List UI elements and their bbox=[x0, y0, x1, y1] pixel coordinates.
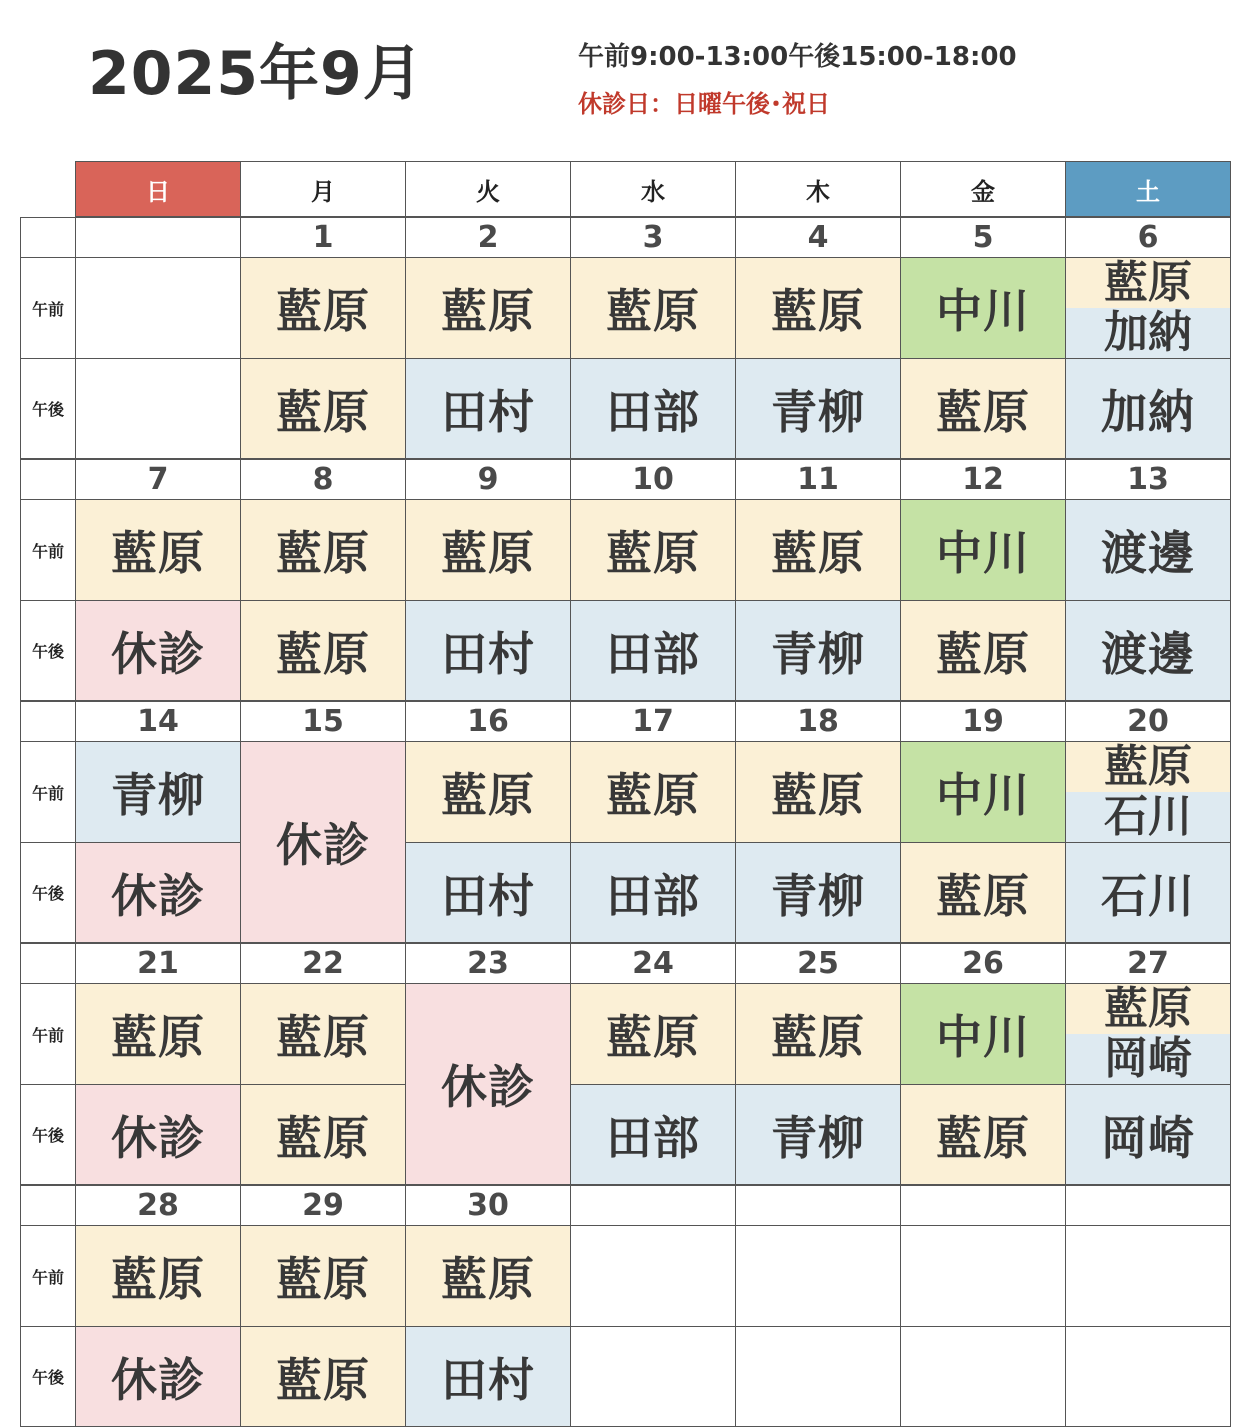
day-number: 8 bbox=[240, 459, 406, 500]
empty-cell bbox=[900, 1225, 1066, 1327]
doctor-name: 藍原 bbox=[735, 257, 901, 359]
doctor-name: 藍原 bbox=[240, 499, 406, 601]
empty-cell bbox=[1065, 1326, 1231, 1427]
doctor-name: 加納 bbox=[1066, 308, 1230, 358]
closed-days-notice: 休診日：日曜午後･祝日 bbox=[578, 90, 830, 118]
weekday-sun: 日 bbox=[75, 161, 241, 217]
closed-cell: 休診 bbox=[405, 983, 571, 1185]
period-label-am: 午前 bbox=[20, 499, 76, 601]
doctor-name: 中川 bbox=[900, 741, 1066, 843]
doctor-name: 藍原 bbox=[570, 257, 736, 359]
doctor-name: 藍原 bbox=[1066, 984, 1230, 1034]
period-label-pm: 午後 bbox=[20, 1326, 76, 1427]
day-number: 17 bbox=[570, 701, 736, 742]
doctor-name: 藍原 bbox=[735, 983, 901, 1085]
doctor-name: 青柳 bbox=[735, 600, 901, 701]
doctor-name: 藍原 bbox=[900, 842, 1066, 943]
doctor-name: 田村 bbox=[405, 358, 571, 459]
day-number: 11 bbox=[735, 459, 901, 500]
empty-cell bbox=[75, 257, 241, 359]
schedule-cell-split bbox=[1065, 983, 1231, 1085]
day-number: 13 bbox=[1065, 459, 1231, 500]
week-label-blank bbox=[20, 217, 76, 258]
period-label-pm: 午後 bbox=[20, 842, 76, 943]
doctor-name: 藍原 bbox=[1066, 258, 1230, 308]
day-number bbox=[570, 1185, 736, 1226]
day-number: 27 bbox=[1065, 943, 1231, 984]
doctor-name: 藍原 bbox=[240, 257, 406, 359]
empty-cell bbox=[1065, 1225, 1231, 1327]
day-number: 21 bbox=[75, 943, 241, 984]
period-label-pm: 午後 bbox=[20, 358, 76, 459]
day-number: 22 bbox=[240, 943, 406, 984]
doctor-name: 田村 bbox=[405, 600, 571, 701]
period-label-am: 午前 bbox=[20, 1225, 76, 1327]
doctor-name: 渡邊 bbox=[1065, 600, 1231, 701]
day-number bbox=[735, 1185, 901, 1226]
doctor-name: 藍原 bbox=[570, 499, 736, 601]
closed-cell: 休診 bbox=[75, 1326, 241, 1427]
doctor-name: 田部 bbox=[570, 1084, 736, 1185]
period-label-am: 午前 bbox=[20, 983, 76, 1085]
doctor-name: 藍原 bbox=[240, 358, 406, 459]
schedule-cell-split bbox=[1065, 257, 1231, 359]
doctor-name: 藍原 bbox=[240, 983, 406, 1085]
day-number: 5 bbox=[900, 217, 1066, 258]
doctor-name: 藍原 bbox=[570, 983, 736, 1085]
day-number: 28 bbox=[75, 1185, 241, 1226]
day-number: 14 bbox=[75, 701, 241, 742]
doctor-name: 藍原 bbox=[75, 983, 241, 1085]
doctor-name: 藍原 bbox=[735, 499, 901, 601]
doctor-name: 青柳 bbox=[735, 842, 901, 943]
weekday-sat: 土 bbox=[1065, 161, 1231, 217]
doctor-name: 中川 bbox=[900, 499, 1066, 601]
doctor-name: 田部 bbox=[570, 842, 736, 943]
doctor-name: 藍原 bbox=[900, 600, 1066, 701]
doctor-name: 藍原 bbox=[240, 1084, 406, 1185]
doctor-name: 岡崎 bbox=[1066, 1034, 1230, 1084]
empty-cell bbox=[900, 1326, 1066, 1427]
weekday-wed: 水 bbox=[570, 161, 736, 217]
day-number: 29 bbox=[240, 1185, 406, 1226]
day-number: 18 bbox=[735, 701, 901, 742]
day-number bbox=[900, 1185, 1066, 1226]
day-number: 3 bbox=[570, 217, 736, 258]
week-label-blank bbox=[20, 1185, 76, 1226]
doctor-name: 青柳 bbox=[735, 1084, 901, 1185]
day-number: 19 bbox=[900, 701, 1066, 742]
doctor-name: 田村 bbox=[405, 1326, 571, 1427]
weekday-thu: 木 bbox=[735, 161, 901, 217]
empty-cell bbox=[75, 358, 241, 459]
closed-cell: 休診 bbox=[75, 1084, 241, 1185]
day-number bbox=[75, 217, 241, 258]
empty-cell bbox=[570, 1225, 736, 1327]
doctor-name: 藍原 bbox=[405, 499, 571, 601]
doctor-name: 青柳 bbox=[75, 741, 241, 843]
doctor-name: 藍原 bbox=[735, 741, 901, 843]
period-label-pm: 午後 bbox=[20, 1084, 76, 1185]
day-number: 30 bbox=[405, 1185, 571, 1226]
closed-cell: 休診 bbox=[75, 842, 241, 943]
day-number: 10 bbox=[570, 459, 736, 500]
doctor-name: 藍原 bbox=[75, 1225, 241, 1327]
week-label-blank bbox=[20, 701, 76, 742]
period-label-am: 午前 bbox=[20, 257, 76, 359]
empty-cell bbox=[735, 1326, 901, 1427]
doctor-name: 藍原 bbox=[900, 1084, 1066, 1185]
doctor-name: 加納 bbox=[1065, 358, 1231, 459]
day-number: 23 bbox=[405, 943, 571, 984]
doctor-name: 藍原 bbox=[240, 1326, 406, 1427]
day-number: 15 bbox=[240, 701, 406, 742]
doctor-name: 中川 bbox=[900, 983, 1066, 1085]
schedule-cell-split bbox=[1065, 741, 1231, 843]
doctor-name: 藍原 bbox=[570, 741, 736, 843]
doctor-name: 藍原 bbox=[1066, 742, 1230, 792]
doctor-name: 田部 bbox=[570, 600, 736, 701]
day-number: 9 bbox=[405, 459, 571, 500]
day-number: 7 bbox=[75, 459, 241, 500]
doctor-name: 田村 bbox=[405, 842, 571, 943]
week-label-blank bbox=[20, 459, 76, 500]
closed-cell: 休診 bbox=[75, 600, 241, 701]
doctor-name: 藍原 bbox=[240, 1225, 406, 1327]
day-number: 25 bbox=[735, 943, 901, 984]
day-number bbox=[1065, 1185, 1231, 1226]
office-hours: 午前9:00-13:00午後15:00-18:00 bbox=[578, 42, 1017, 72]
day-number: 24 bbox=[570, 943, 736, 984]
weekday-fri: 金 bbox=[900, 161, 1066, 217]
day-number: 6 bbox=[1065, 217, 1231, 258]
day-number: 1 bbox=[240, 217, 406, 258]
empty-cell bbox=[735, 1225, 901, 1327]
doctor-name: 石川 bbox=[1066, 792, 1230, 842]
day-number: 20 bbox=[1065, 701, 1231, 742]
day-number: 4 bbox=[735, 217, 901, 258]
doctor-name: 藍原 bbox=[240, 600, 406, 701]
doctor-name: 藍原 bbox=[900, 358, 1066, 459]
day-number: 12 bbox=[900, 459, 1066, 500]
empty-cell bbox=[570, 1326, 736, 1427]
doctor-name: 青柳 bbox=[735, 358, 901, 459]
doctor-name: 渡邊 bbox=[1065, 499, 1231, 601]
period-label-am: 午前 bbox=[20, 741, 76, 843]
doctor-name: 藍原 bbox=[75, 499, 241, 601]
doctor-name: 藍原 bbox=[405, 1225, 571, 1327]
doctor-name: 岡崎 bbox=[1065, 1084, 1231, 1185]
doctor-name: 中川 bbox=[900, 257, 1066, 359]
doctor-name: 石川 bbox=[1065, 842, 1231, 943]
day-number: 26 bbox=[900, 943, 1066, 984]
week-label-blank bbox=[20, 943, 76, 984]
closed-cell: 休診 bbox=[240, 741, 406, 943]
page-title: 2025年9月 bbox=[88, 39, 424, 109]
period-label-pm: 午後 bbox=[20, 600, 76, 701]
doctor-name: 田部 bbox=[570, 358, 736, 459]
doctor-name: 藍原 bbox=[405, 741, 571, 843]
day-number: 2 bbox=[405, 217, 571, 258]
weekday-mon: 月 bbox=[240, 161, 406, 217]
weekday-tue: 火 bbox=[405, 161, 571, 217]
doctor-name: 藍原 bbox=[405, 257, 571, 359]
day-number: 16 bbox=[405, 701, 571, 742]
